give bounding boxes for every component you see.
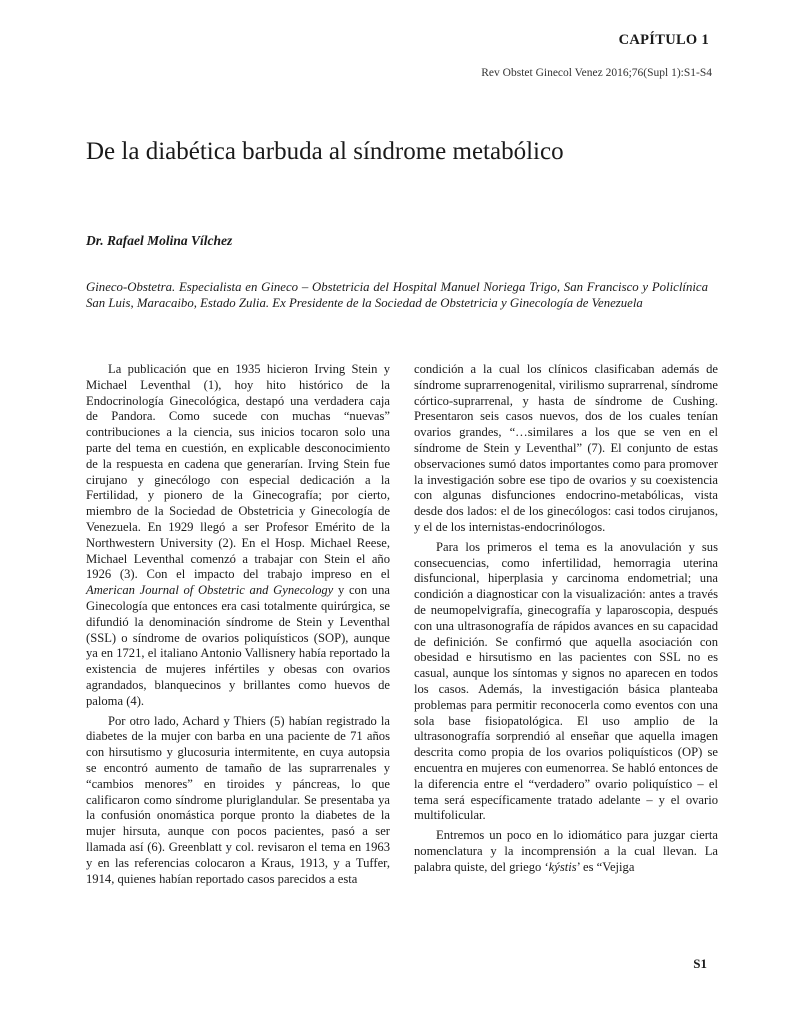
- journal-citation: Rev Obstet Ginecol Venez 2016;76(Supl 1):S1-S4: [481, 67, 712, 79]
- author-name: Dr. Rafael Molina Vílchez: [86, 233, 233, 248]
- paragraph-text: Entremos un poco en lo idiomático para juzgar cierta nomenclatura y la incomprensión a la cual llevan. La palabra quiste, del griego ‘: [414, 828, 718, 874]
- paragraph-text: La publicación que en 1935 hicieron Irving Stein y Michael Leventhal (1), hoy hito histórico de la Endocrinología Ginecológica, destapó una verdadera caja de Pandora. Como sucede con muchas “nuevas” contribuciones a la ciencia, sus inicios tocaron solo una parte del tema en cuestión, en explicable desconocimiento de la respuesta en cadena que generarían. Irving Stein fue cirujano y ginecólogo con especial dedicación a la Fertilidad, y pionero de la Ginecografía; por cierto, miembro de la Sociedad de Obstetricia y Ginecología de Venezuela. En 1929 llegó a ser Profesor Emérito de la Northwestern University (2). En el Hosp. Michael Reese, Michael Leventhal comenzó a trabajar con Stein el año 1926 (3). Con el impacto del trabajo impreso en el: [86, 362, 390, 582]
- body-column-left: [86, 362, 390, 887]
- journal-name: American Journal of Obstetric and Gynecology: [86, 583, 334, 598]
- page-number: S1: [693, 956, 707, 971]
- paragraph-continued: condición a la cual los clínicos clasificaban además de síndrome suprarrenogenital, virilismo suprarrenal, síndrome córtico-suprarrenal, y hasta de síndrome de Cushing. Presentaron seis casos nuevos, dos de los cuales tenían ovarios grandes, “…similares a los que se ven en el síndrome de Stein y Leventhal” (7). El conjunto de estas observaciones sumó datos importantes como para promover la investigación sobre ese tipo de ovarios y su coexistencia con algunas disfunciones endocrino-metabólicas, vista desde dos lados: el de los ginecólogos: casi todos cirujanos, y el de los internistas-endocrinólogos.: [414, 362, 718, 534]
- greek-term: kýstis: [548, 859, 577, 874]
- body-column-right: [414, 362, 718, 876]
- paragraph-text: ’ es “Vejiga: [576, 859, 635, 874]
- article-title: De la diabética barbuda al síndrome metabólico: [86, 138, 564, 165]
- paragraph-3: Para los primeros el tema es la anovulación y sus consecuencias, como infertilidad, hemorragia uterina disfuncional, hiperplasia y carcinoma endometrial; una condición a diagnosticar con la visualización: antes a través de neumopelvigrafía, ginecografía y laparoscopia, después con una ultrasonografía de rápidos avances en su capacidad de definición. Se confirmó que aquella asociación con obesidad e hirsutismo en las pacientes con SSL no es casual, aunque los síntomas y signos no aparecen en todos los casos. Además, la investigación básica planteaba problemas para permitir reconocerla como eventos con una sola base fisiopatológica. El uso amplio de la ultrasonografía sorprendió al enseñar que aquella imagen descrita como propia de los ovarios poliquísticos (OP) se encuentra en mujeres con eumenorrea. Se habló entonces de la diferencia entre el “verdadero” ovario poliquístico – el tema será específicamente tratado adelante – y el ovario multifolicular.: [414, 539, 718, 823]
- paragraph-1: [86, 362, 390, 710]
- paragraph-4: [414, 828, 718, 875]
- paragraph-text: y con una Ginecología que entonces era casi totalmente quirúrgica, se difundió la denominación síndrome de Stein y Leventhal (SSL) o síndrome de ovarios poliquísticos (SOP), aunque ya en 1721, el italiano Antonio Vallisnery había reportado la existencia de mujeres infértiles y obesas con ovarios agrandados, blanquecinos y brillantes como huevos de paloma (4).: [86, 583, 391, 708]
- paragraph-2: Por otro lado, Achard y Thiers (5) habían registrado la diabetes de la mujer con barba en una paciente de 71 años con hirsutismo y glucosuria intermitente, en cuya autopsia se encontró aumento de tamaño de las suprarrenales y “cambios menores” en tiroides y páncreas, lo que calificaron como síndrome pluriglandular. Se presentaba ya la confusión onomástica porque pronto la diabetes de la mujer hirsuta, aunque con pocos pacientes, pasó a ser llamada así (6). Greenblatt y col. revisaron el tema en 1963 y en las referencias colocaron a Kraus, 1913, y a Tuffer, 1914, quienes habían reportado casos parecidos a esta: [86, 713, 390, 886]
- author-affiliation: Gineco-Obstetra. Especialista en Gineco – Obstetricia del Hospital Manuel Noriega Trigo, San Francisco y Policlínica San Luis, Maracaibo, Estado Zulia. Ex Presidente de la Sociedad de Obstetricia y Ginecología de Venezuela: [86, 280, 708, 311]
- chapter-label: CAPÍTULO 1: [618, 32, 709, 48]
